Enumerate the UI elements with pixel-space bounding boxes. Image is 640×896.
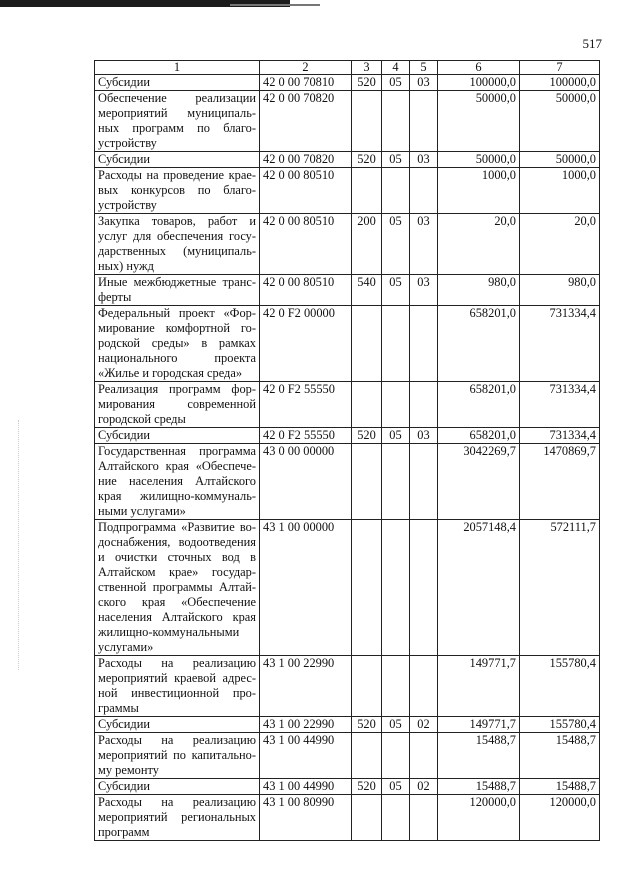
row-value-col7-cell: 731334,4 [520,306,600,382]
column-header: 2 [260,61,352,75]
table-row [95,275,600,306]
row-name-cell: Расходы на реализацию мероприятий краевой адресной инвестиционной программы [95,656,260,717]
row-code-cell: 43 1 00 44990 [260,779,352,795]
row-code-cell: 43 1 00 22990 [260,656,352,717]
row-rz-cell [382,733,410,779]
row-rz-cell [382,656,410,717]
row-rz-cell [382,168,410,214]
row-value-col6-cell: 658201,0 [438,428,520,444]
page-number: 517 [582,36,602,51]
row-value-col7-cell: 731334,4 [520,382,600,428]
row-value-col7-cell: 50000,0 [520,152,600,168]
table-row [95,152,600,168]
row-value-col6-cell: 658201,0 [438,306,520,382]
row-vr-cell: 200 [352,214,382,275]
row-value-col7-cell: 20,0 [520,214,600,275]
row-pr-cell [410,795,438,841]
row-name-cell: Государственная программа Алтайского края «Обеспечение населения Алтайского края жилищно-коммунальными услугами» [95,444,260,520]
row-rz-cell [382,795,410,841]
row-vr-cell [352,795,382,841]
row-value-col7-cell: 15488,7 [520,779,600,795]
row-rz-cell: 05 [382,428,410,444]
scan-edge-bar-tail [230,4,320,6]
row-pr-cell [410,91,438,152]
column-header: 3 [352,61,382,75]
row-name-cell: Субсидии [95,717,260,733]
row-pr-cell: 03 [410,75,438,91]
row-name-cell: Иные межбюджетные трансферты [95,275,260,306]
row-pr-cell [410,168,438,214]
row-value-col6-cell: 50000,0 [438,152,520,168]
row-value-col7-cell: 1470869,7 [520,444,600,520]
row-vr-cell: 520 [352,717,382,733]
row-value-col6-cell: 2057148,4 [438,520,520,656]
row-vr-cell [352,91,382,152]
table-row [95,306,600,382]
row-name-cell: Обеспечение реализации мероприятий муниципальных программ по благоустройству [95,91,260,152]
row-code-cell: 43 1 00 44990 [260,733,352,779]
row-rz-cell: 05 [382,75,410,91]
row-code-cell: 42 0 F2 00000 [260,306,352,382]
row-code-cell: 42 0 00 80510 [260,214,352,275]
row-value-col6-cell: 100000,0 [438,75,520,91]
row-vr-cell [352,733,382,779]
column-header: 7 [520,61,600,75]
row-name-cell: Расходы на реализацию мероприятий по капитальному ремонту [95,733,260,779]
table-row [95,444,600,520]
row-value-col6-cell: 3042269,7 [438,444,520,520]
row-name-cell: Подпрограмма «Развитие водоснабжения, водоотведения и очистки сточных вод в Алтайском крае» государственной программы Алтайского края «Обеспечение населения Алтайского края жилищно-коммунальными услугами» [95,520,260,656]
row-value-col6-cell: 658201,0 [438,382,520,428]
row-name-cell: Субсидии [95,779,260,795]
row-value-col7-cell: 572111,7 [520,520,600,656]
row-name-cell: Субсидии [95,152,260,168]
table-row [95,168,600,214]
row-rz-cell [382,91,410,152]
table-row [95,75,600,91]
column-header: 4 [382,61,410,75]
row-vr-cell [352,444,382,520]
row-value-col6-cell: 50000,0 [438,91,520,152]
row-vr-cell [352,656,382,717]
row-value-col7-cell: 120000,0 [520,795,600,841]
row-pr-cell [410,733,438,779]
row-pr-cell: 03 [410,152,438,168]
row-rz-cell [382,382,410,428]
row-pr-cell [410,520,438,656]
margin-artifact [18,420,20,670]
row-value-col6-cell: 980,0 [438,275,520,306]
row-rz-cell: 05 [382,717,410,733]
row-code-cell: 43 1 00 22990 [260,717,352,733]
row-value-col6-cell: 15488,7 [438,733,520,779]
row-code-cell: 43 1 00 00000 [260,520,352,656]
table-row [95,382,600,428]
row-code-cell: 43 1 00 80990 [260,795,352,841]
budget-table [94,60,600,841]
row-pr-cell [410,656,438,717]
row-pr-cell: 02 [410,779,438,795]
row-rz-cell: 05 [382,779,410,795]
row-name-cell: Закупка товаров, работ и услуг для обеспечения государственных (муниципальных) нужд [95,214,260,275]
row-pr-cell: 03 [410,275,438,306]
column-header: 6 [438,61,520,75]
column-header: 1 [95,61,260,75]
row-value-col6-cell: 149771,7 [438,656,520,717]
row-value-col6-cell: 15488,7 [438,779,520,795]
row-pr-cell: 02 [410,717,438,733]
row-value-col6-cell: 120000,0 [438,795,520,841]
table-header-row [95,61,600,75]
row-code-cell: 42 0 00 80510 [260,275,352,306]
row-pr-cell [410,382,438,428]
row-rz-cell [382,520,410,656]
table-row [95,656,600,717]
row-name-cell: Субсидии [95,75,260,91]
row-name-cell: Расходы на проведение краевых конкурсов по благоустройству [95,168,260,214]
row-vr-cell [352,306,382,382]
row-vr-cell: 520 [352,779,382,795]
row-code-cell: 42 0 F2 55550 [260,428,352,444]
row-name-cell: Расходы на реализацию мероприятий региональных программ [95,795,260,841]
row-vr-cell: 520 [352,75,382,91]
row-name-cell: Реализация программ формирования современной городской среды [95,382,260,428]
row-pr-cell: 03 [410,214,438,275]
row-code-cell: 42 0 00 70820 [260,152,352,168]
row-code-cell: 42 0 F2 55550 [260,382,352,428]
row-value-col7-cell: 1000,0 [520,168,600,214]
row-vr-cell: 520 [352,152,382,168]
row-vr-cell: 540 [352,275,382,306]
row-code-cell: 42 0 00 80510 [260,168,352,214]
row-pr-cell [410,306,438,382]
row-name-cell: Субсидии [95,428,260,444]
row-value-col6-cell: 20,0 [438,214,520,275]
row-code-cell: 42 0 00 70820 [260,91,352,152]
row-rz-cell: 05 [382,275,410,306]
row-rz-cell [382,444,410,520]
row-rz-cell: 05 [382,214,410,275]
row-vr-cell [352,520,382,656]
row-code-cell: 42 0 00 70810 [260,75,352,91]
table-row [95,733,600,779]
row-vr-cell [352,168,382,214]
row-value-col6-cell: 149771,7 [438,717,520,733]
row-value-col7-cell: 100000,0 [520,75,600,91]
row-pr-cell: 03 [410,428,438,444]
table-row [95,717,600,733]
column-header: 5 [410,61,438,75]
row-value-col7-cell: 155780,4 [520,717,600,733]
row-value-col7-cell: 731334,4 [520,428,600,444]
row-rz-cell: 05 [382,152,410,168]
row-vr-cell: 520 [352,428,382,444]
table-row [95,214,600,275]
row-value-col7-cell: 50000,0 [520,91,600,152]
table-row [95,428,600,444]
table-row [95,520,600,656]
row-pr-cell [410,444,438,520]
table-row [95,91,600,152]
table-row [95,779,600,795]
table-row [95,795,600,841]
row-value-col7-cell: 155780,4 [520,656,600,717]
row-value-col6-cell: 1000,0 [438,168,520,214]
row-value-col7-cell: 15488,7 [520,733,600,779]
row-vr-cell [352,382,382,428]
row-code-cell: 43 0 00 00000 [260,444,352,520]
row-value-col7-cell: 980,0 [520,275,600,306]
row-rz-cell [382,306,410,382]
row-name-cell: Федеральный проект «Формирование комфортной городской среды» в рамках национального проекта «Жилье и городская среда» [95,306,260,382]
